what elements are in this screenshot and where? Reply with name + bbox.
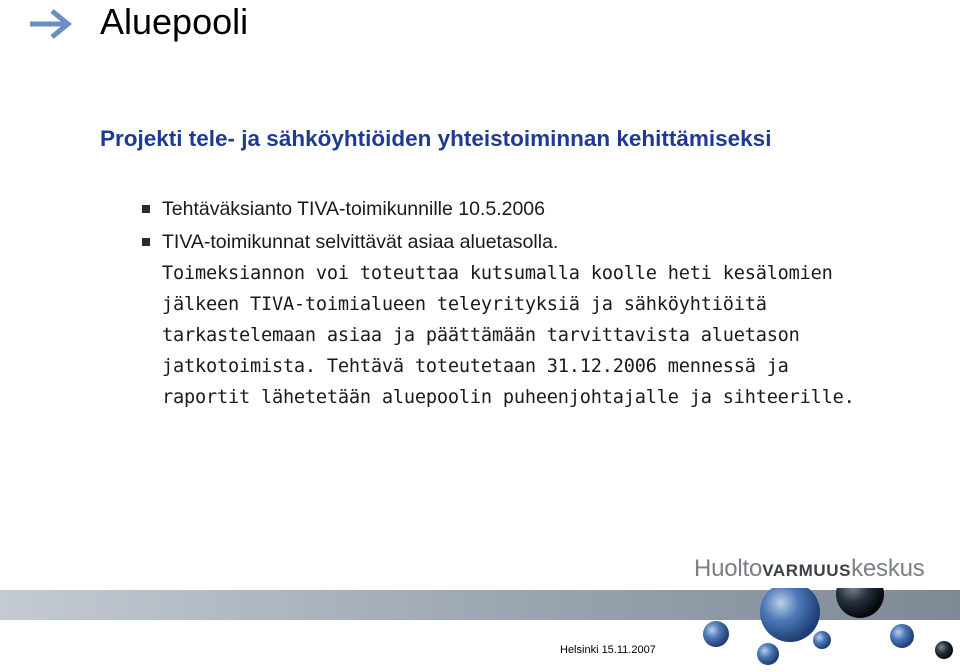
bullet-list: [140, 194, 860, 415]
logo-part-3: keskus: [851, 555, 925, 582]
slide-title: Aluepooli: [100, 1, 249, 42]
footer-date: Helsinki 15.11.2007: [560, 644, 656, 656]
square-bullet-icon: [142, 238, 150, 246]
footer-decoration: [0, 588, 960, 672]
square-bullet-icon: [142, 205, 150, 213]
slide-subtitle: Projekti tele- ja sähköyhtiöiden yhteistoiminnan kehittämiseksi: [100, 126, 772, 151]
bullet-text: Tehtäväksianto TIVA-toimikunnille 10.5.2006: [162, 198, 546, 220]
bullet-text: TIVA-toimikunnat selvittävät asiaa aluetasolla.: [162, 231, 559, 253]
organization-logo: [694, 556, 925, 584]
arrow-right-icon: [26, 6, 76, 42]
logo-part-1: Huolto: [694, 555, 763, 582]
bullet-item: [140, 227, 860, 413]
bullet-text-continuation: Toimeksiannon voi toteuttaa kutsumalla koolle heti kesälomien jälkeen TIVA-toimialueen teleyrityksiä ja sähköyhtiöitä tarkastelemaan asiaa ja päättämään tarvittavista aluetason jatkotoimista. Tehtävä toteutetaan 31.12.2006 mennessä ja raportit lähetetään aluepoolin puheenjohtajalle ja sihteerille.: [162, 263, 855, 408]
logo-part-2: VARMUUS: [762, 561, 852, 580]
bullet-item: [140, 194, 860, 225]
